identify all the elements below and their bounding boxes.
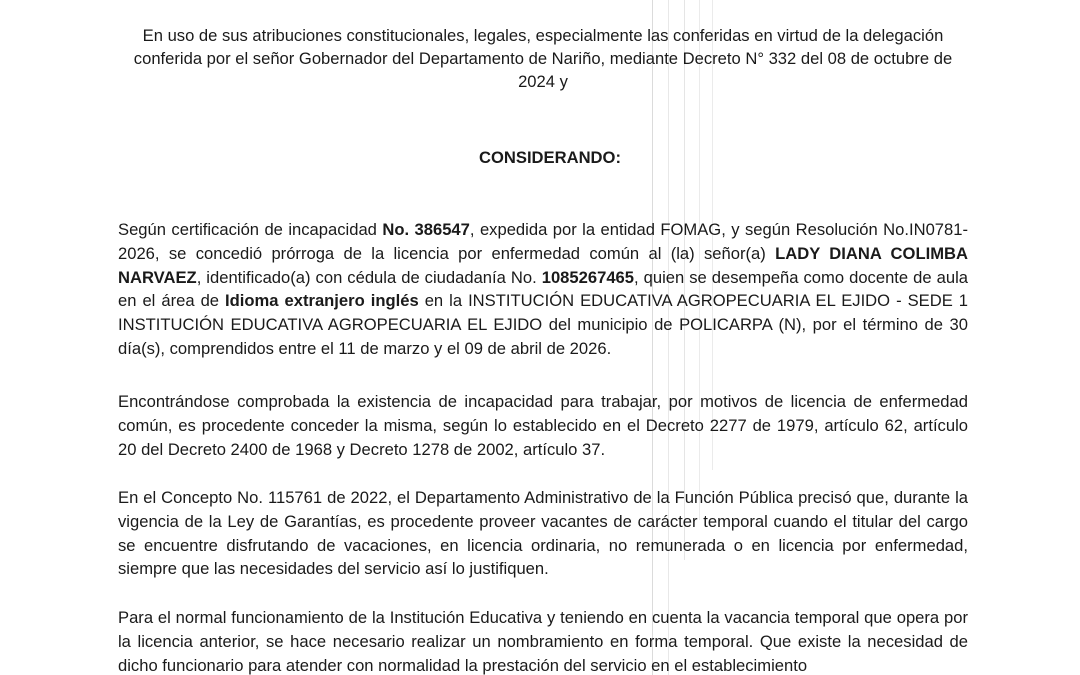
text-segment: , identificado(a) con cédula de ciudadanía No. bbox=[196, 267, 542, 287]
text-segment: en la INSTITUCIÓN EDUCATIVA AGROPECUARIA EL EJIDO - SEDE 1 INSTITUCIÓN EDUCATIVA AGROPECUARIA EL EJIDO del municipio de POLICARPA (N), por el término de 30 día(s), comprendidos entre el 11 de marzo y el 09 de abril de 2026. bbox=[118, 291, 969, 358]
paragraph-concept: En el Concepto No. 115761 de 2022, el Departamento Administrativo de la Función Pública precisó que, durante la vigencia de la Ley de Garantías, es procedente proveer vacantes de carácter temporal cuando el titular del cargo se encuentre disfrutando de vacaciones, en licencia ordinaria, no remunerada o en licencia por enfermedad, siempre que las necesidades del servicio así lo justifiquen. bbox=[118, 488, 968, 579]
text-segment: Según certificación de incapacidad bbox=[118, 220, 383, 239]
certificate-number: No. 386547 bbox=[382, 220, 470, 239]
text-segment: , expedida por la entidad FOMAG, y según Resolución No.IN0781-2026, se concedió prórroga de la licencia por enfermedad común al (la) señor(a) bbox=[118, 220, 969, 263]
paragraph-incapacity bbox=[118, 218, 968, 361]
section-heading: CONSIDERANDO: bbox=[479, 148, 621, 167]
subject-area: Idioma extranjero inglés bbox=[225, 291, 419, 311]
id-number: 1085267465 bbox=[541, 267, 635, 287]
paragraph-appointment: Para el normal funcionamiento de la Institución Educativa y teniendo en cuenta la vacancia temporal que opera por la licencia anterior, se hace necesario realizar un nombramiento en forma temporal. Que existe la necesidad de dicho funcionario para atender con normalidad la prestación del servicio en el establecimiento bbox=[118, 608, 968, 675]
person-name: LADY DIANA COLIMBA NARVAEZ bbox=[118, 243, 968, 287]
paragraph-justification: Encontrándose comprobada la existencia de incapacidad para trabajar, por motivos de licencia de enfermedad común, es procedente conceder la misma, según lo establecido en el Decreto 2277 de 1979, artículo 62, artículo 20 del Decreto 2400 de 1968 y Decreto 1278 de 2002, artículo 37. bbox=[118, 392, 968, 459]
text-segment: , quien se desempeña como docente de aula en el área de bbox=[118, 267, 968, 311]
intro-paragraph: En uso de sus atribuciones constitucionales, legales, especialmente las conferidas en virtud de la delegación conferida por el señor Gobernador del Departamento de Nariño, mediante Decreto N° 332 del 08 de octubre de 2024 y bbox=[133, 26, 953, 91]
